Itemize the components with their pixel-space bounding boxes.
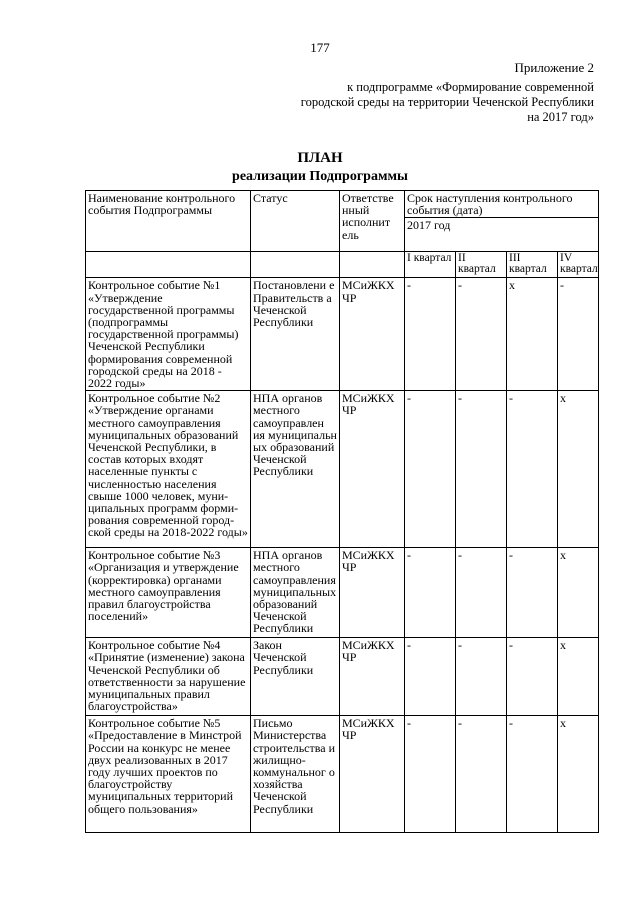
appendix-label: Приложение 2 [514,60,594,75]
event-cell: Контрольное событие №3 «Организация и утверждение (корректировка) органами местного самоуправления правил благоустройства поселений» [86,548,251,638]
table-row [86,716,599,833]
quarter-4-cell: x [558,391,599,548]
table-row [86,391,599,548]
status-cell: НПА органов местного самоуправления муниципальных образований Чеченской Республики [251,548,340,638]
page-number: 177 [310,40,330,55]
executor-cell: МСиЖКХ ЧР [340,391,405,548]
event-cell: Контрольное событие №4 «Принятие (изменение) закона Чеченской Республики об ответственности за нарушение муниципальных правил благоустройства» [86,638,251,716]
status-cell: НПА органов местного самоуправлен ия муниципальн ых образований Чеченской Республики [251,391,340,548]
quarter-4-cell: x [558,548,599,638]
quarter-3-cell: - [507,716,558,833]
header-quarters-row [86,252,599,278]
table-row [86,548,599,638]
table-row [86,638,599,716]
header-year: 2017 год [405,218,599,252]
header-quarter-3: III квартал [507,252,558,278]
header-quarter-4: IV квартал [558,252,599,278]
header-event: Наименование контрольного события Подпрограммы [86,191,251,252]
header-blank-cell [340,252,405,278]
quarter-2-cell: - [456,638,507,716]
quarter-2-cell: - [456,391,507,548]
status-cell: Постановлени е Правительств а Чеченской Республики [251,278,340,391]
executor-cell: МСиЖКХ ЧР [340,716,405,833]
quarter-4-cell: - [558,278,599,391]
header-quarter-2: II квартал [456,252,507,278]
header-blank-cell [251,252,340,278]
quarter-1-cell: - [405,716,456,833]
quarter-3-cell: - [507,391,558,548]
quarter-4-cell: x [558,716,599,833]
quarter-1-cell: - [405,548,456,638]
quarter-1-cell: - [405,278,456,391]
quarter-3-cell: - [507,638,558,716]
header-row [86,191,599,218]
quarter-3-cell: - [507,548,558,638]
plan-title: ПЛАН [297,150,343,166]
header-deadline: Срок наступления контрольного события (дата) [405,191,599,218]
quarter-3-cell: x [507,278,558,391]
quarter-4-cell: x [558,638,599,716]
event-cell: Контрольное событие №5 «Предоставление в Минстрой России на конкурс не менее двух реализованных в 2017 году лучших проектов по благоустройству муниципальных территорий общего пользования» [86,716,251,833]
event-cell: Контрольное событие №2 «Утверждение органами местного самоуправления муниципальных образований Чеченской Республики, в состав которых входят населенные пункты с численностью населения свыше 1000 человек, муни-ципальных программ форми-рования современной город-ской среды на 2018-2022 годы» [86,391,251,548]
header-executor: Ответстве нный исполнит ель [340,191,405,252]
table-row [86,278,599,391]
subprogram-reference: к подпрограмме «Формирование современной городской среды на территории Чеченской Республики на 2017 год» [300,80,594,124]
quarter-2-cell: - [456,716,507,833]
executor-cell: МСиЖКХ ЧР [340,548,405,638]
quarter-1-cell: - [405,391,456,548]
executor-cell: МСиЖКХ ЧР [340,638,405,716]
header-blank-cell [86,252,251,278]
header-status: Статус [251,191,340,252]
status-cell: Письмо Министерства строительства и жилищно-коммунальног о хозяйства Чеченской Республики [251,716,340,833]
quarter-2-cell: - [456,548,507,638]
plan-table [85,190,599,833]
quarter-1-cell: - [405,638,456,716]
header-quarter-1: I квартал [405,252,456,278]
plan-subtitle: реализации Подпрограммы [232,169,408,184]
event-cell: Контрольное событие №1 «Утверждение государственной программы (подпрограммы государственной программы) Чеченской Республики формирования современной городской среды на 2018 - 2022 годы» [86,278,251,391]
executor-cell: МСиЖКХ ЧР [340,278,405,391]
quarter-2-cell: - [456,278,507,391]
status-cell: Закон Чеченской Республики [251,638,340,716]
